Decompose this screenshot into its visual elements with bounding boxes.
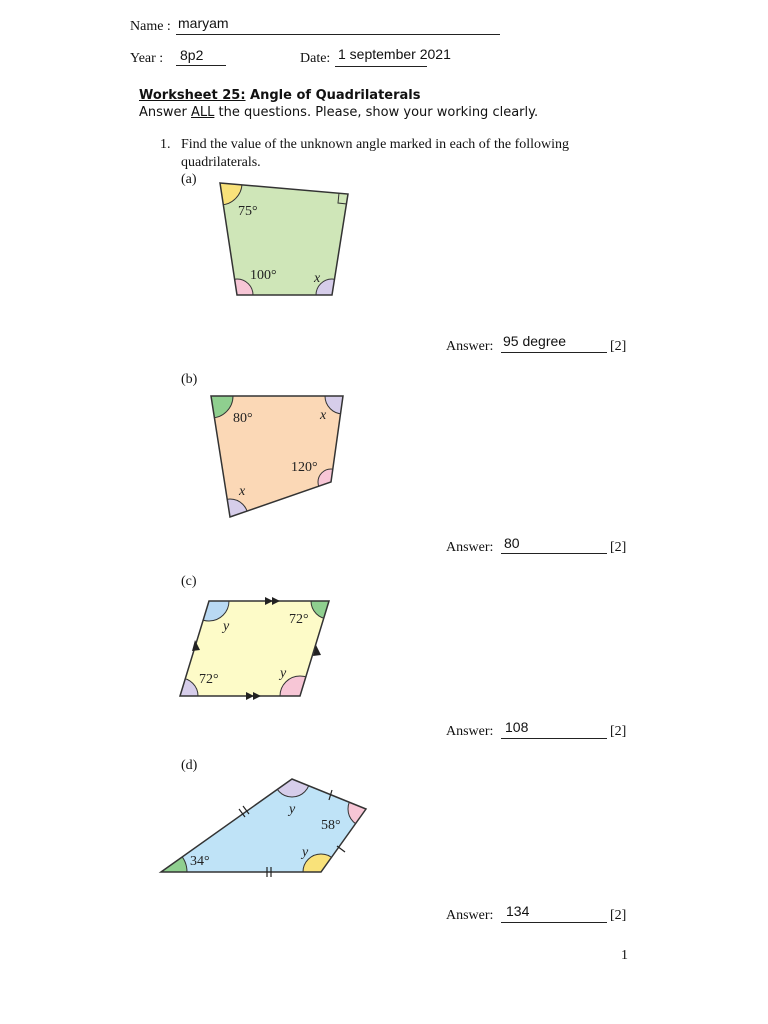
name-value[interactable]: maryam bbox=[178, 15, 229, 31]
angle-label-c-72-bottom: 72° bbox=[199, 672, 219, 687]
angle-label-c-y-top: y bbox=[223, 619, 230, 634]
question-text bbox=[160, 136, 600, 172]
answer-line-a bbox=[501, 352, 607, 353]
quadrilateral-c-figure bbox=[170, 590, 340, 705]
question-number: 1. bbox=[160, 137, 171, 152]
part-d-label: (d) bbox=[181, 758, 198, 773]
year-value[interactable]: 8p2 bbox=[180, 47, 204, 63]
angle-label-c-y-bottom: y bbox=[280, 666, 287, 681]
marks-b: [2] bbox=[610, 540, 627, 555]
worksheet-title-rest: Angle of Quadrilaterals bbox=[245, 88, 421, 103]
angle-label-b-80: 80° bbox=[233, 411, 253, 426]
worksheet-title-prefix: Worksheet 25: bbox=[139, 88, 246, 103]
quadrilateral-b-figure bbox=[200, 390, 360, 525]
angle-label-d-y-top: y bbox=[289, 802, 296, 817]
instructions-part-a: Answer bbox=[139, 105, 192, 120]
answer-label-d: Answer: bbox=[446, 908, 494, 923]
part-c-label: (c) bbox=[181, 574, 197, 589]
quadrilateral-a bbox=[220, 183, 348, 295]
angle-label-a-75: 75° bbox=[238, 204, 258, 219]
instructions bbox=[139, 105, 538, 120]
part-b-label: (b) bbox=[181, 372, 198, 387]
date-value[interactable]: 1 september 2021 bbox=[338, 46, 451, 62]
question-line-2: quadrilaterals. bbox=[181, 155, 261, 170]
marks-a: [2] bbox=[610, 339, 627, 354]
answer-value-d[interactable]: 134 bbox=[506, 903, 530, 919]
angle-label-a-x: x bbox=[314, 271, 321, 286]
quadrilateral-d-figure bbox=[155, 772, 375, 882]
angle-label-d-34: 34° bbox=[190, 854, 210, 869]
angle-label-b-120: 120° bbox=[291, 460, 318, 475]
instructions-all: ALL bbox=[191, 105, 215, 120]
name-label: Name : bbox=[130, 19, 171, 34]
answer-value-a[interactable]: 95 degree bbox=[503, 333, 567, 349]
instructions-part-b: the questions. Please, show your working clearly. bbox=[214, 105, 539, 120]
angle-label-c-72-top: 72° bbox=[289, 612, 309, 627]
marks-d: [2] bbox=[610, 908, 627, 923]
page-number: 1 bbox=[621, 948, 628, 963]
answer-value-b[interactable]: 80 bbox=[504, 535, 520, 551]
date-label: Date: bbox=[300, 51, 331, 66]
answer-label-c: Answer: bbox=[446, 724, 494, 739]
quadrilateral-a-figure bbox=[200, 178, 370, 303]
answer-value-c[interactable]: 108 bbox=[505, 719, 529, 735]
answer-line-b bbox=[501, 553, 607, 554]
answer-line-c bbox=[501, 738, 607, 739]
date-underline bbox=[335, 66, 427, 67]
part-a-label: (a) bbox=[181, 172, 197, 187]
angle-label-d-y-bottom: y bbox=[302, 845, 309, 860]
angle-label-b-x-top: x bbox=[320, 408, 327, 423]
marks-c: [2] bbox=[610, 724, 627, 739]
angle-label-a-100: 100° bbox=[250, 268, 277, 283]
year-underline bbox=[176, 65, 226, 66]
answer-label-a: Answer: bbox=[446, 339, 494, 354]
answer-line-d bbox=[501, 922, 607, 923]
answer-label-b: Answer: bbox=[446, 540, 494, 555]
name-underline bbox=[176, 34, 500, 35]
angle-label-d-58: 58° bbox=[321, 818, 341, 833]
worksheet-title bbox=[139, 88, 420, 103]
angle-label-b-x-bottom: x bbox=[239, 484, 246, 499]
year-label: Year : bbox=[130, 51, 164, 66]
question-line-1: Find the value of the unknown angle marked in each of the following bbox=[181, 137, 570, 152]
